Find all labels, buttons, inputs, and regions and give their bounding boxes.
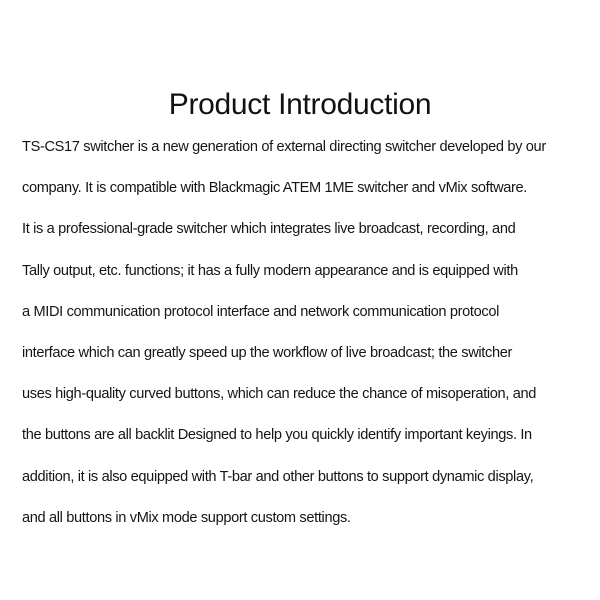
description-line: addition, it is also equipped with T-bar and other buttons to support dynamic display, [22, 468, 534, 485]
description-line: It is a professional-grade switcher which integrates live broadcast, recording, and [22, 221, 516, 238]
page-title: Product Introduction [168, 88, 432, 121]
description-line: uses high-quality curved buttons, which can reduce the chance of misoperation, and [22, 386, 537, 403]
description-line: company. It is compatible with Blackmagic ATEM 1ME switcher and vMix software. [22, 180, 528, 197]
description-line: TS-CS17 switcher is a new generation of external directing switcher developed by our [22, 139, 546, 155]
description-line: interface which can greatly speed up the workflow of live broadcast; the switcher [22, 344, 512, 361]
description-line: a MIDI communication protocol interface and network communication protocol [22, 303, 500, 320]
description-line: and all buttons in vMix mode support custom settings. [22, 509, 351, 526]
description-line: Tally output, etc. functions; it has a fully modern appearance and is equipped with [22, 262, 518, 279]
description-line: the buttons are all backlit Designed to help you quickly identify important keyings. In [22, 427, 532, 444]
product-description [22, 134, 592, 546]
